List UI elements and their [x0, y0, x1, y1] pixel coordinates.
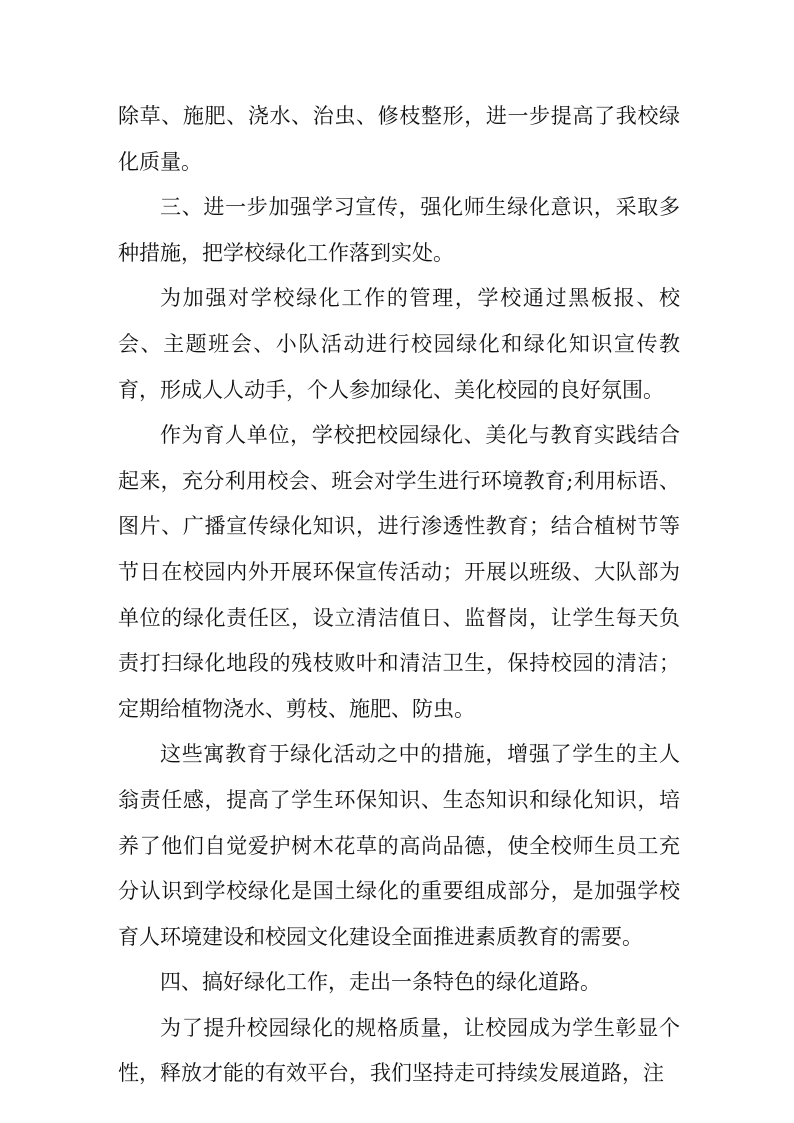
paragraph: 为了提升校园绿化的规格质量，让校园成为学生彰显个性，释放才能的有效平台，我们坚持走可持续发展道路，注: [118, 1015, 680, 1086]
paragraph-continuation: 除草、施肥、浇水、治虫、修枝整形，进一步提高了我校绿化质量。: [118, 104, 680, 174]
section-heading-4: 四、搞好绿化工作，走出一条特色的绿化道路。: [160, 970, 601, 995]
section-heading-3: 三、进一步加强学习宣传，强化师生绿化意识，采取多种措施，把学校绿化工作落到实处。: [118, 195, 680, 265]
paragraph: 作为育人单位，学校把校园绿化、美化与教育实践结合起来，充分利用校会、班会对学生进行环境教育;利用标语、图片、广播宣传绿化知识，进行渗透性教育；结合植树节等节日在校园内外开展环保宣传活动；开展以班级、大队部为单位的绿化责任区，设立清洁值日、监督岗，让学生每天负责打扫绿化地段的残枝败叶和清洁卫生，保持校园的清洁；定期给植物浇水、剪枝、施肥、防虫。: [118, 423, 680, 721]
body-text: [118, 94, 680, 1097]
paragraph: 这些寓教育于绿化活动之中的措施，增强了学生的主人翁责任感，提高了学生环保知识、生态知识和绿化知识，培养了他们自觉爱护树木花草的高尚品德，使全校师生员工充分认识到学校绿化是国土绿化的重要组成部分，是加强学校育人环境建设和校园文化建设全面推进素质教育的需要。: [118, 742, 680, 949]
paragraph: 为加强对学校绿化工作的管理，学校通过黑板报、校会、主题班会、小队活动进行校园绿化和绿化知识宣传教育，形成人人动手，个人参加绿化、美化校园的良好氛围。: [118, 286, 680, 402]
